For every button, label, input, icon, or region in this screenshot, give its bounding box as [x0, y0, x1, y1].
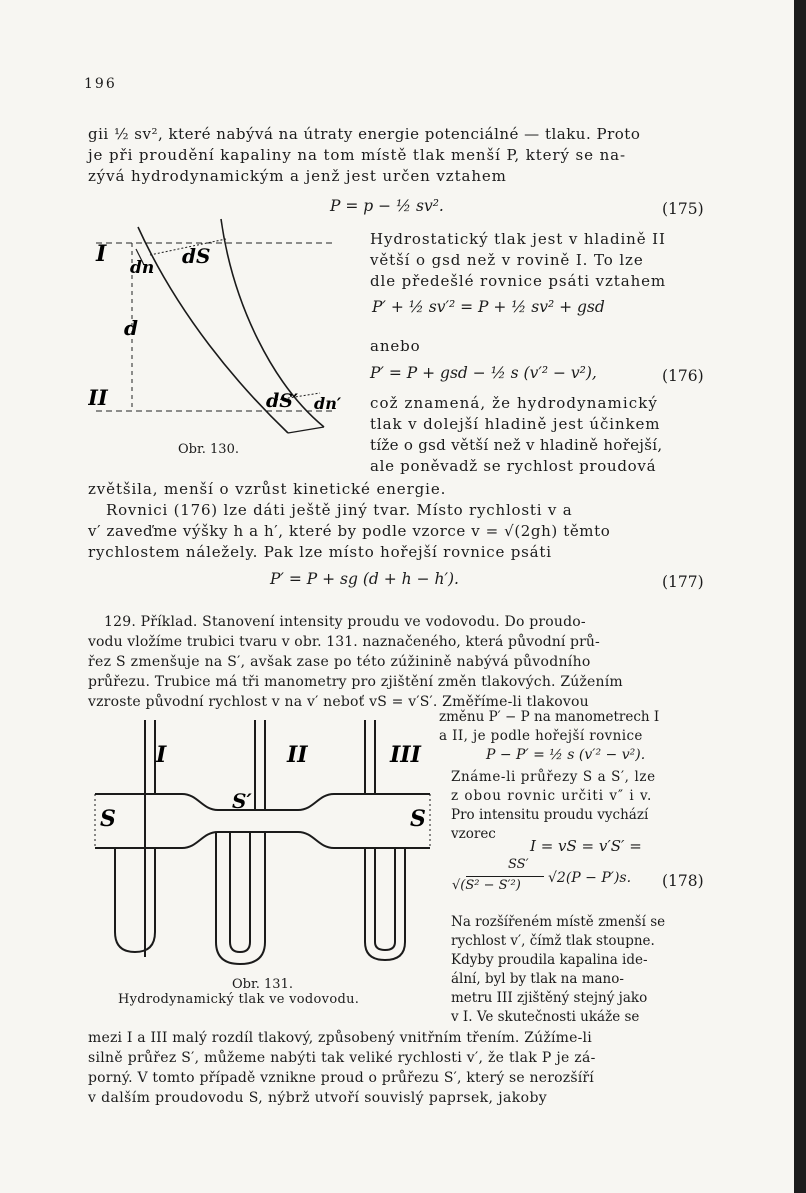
- fraction-bar: [466, 876, 544, 877]
- equation-number-177: (177): [662, 573, 704, 591]
- fig131-label-III: III: [390, 742, 421, 768]
- fig131-label-II: II: [287, 742, 308, 768]
- text-line: průřezu. Trubice má tři manometry pro zjištění změn tlakových. Zúžením: [88, 674, 623, 690]
- text-line: Pro intensitu proudu vychází: [451, 807, 649, 823]
- text-line: vodu vložíme trubici tvaru v obr. 131. naznačeného, která původní prů-: [88, 634, 600, 650]
- fig130-label-dS: dS: [182, 244, 211, 268]
- section-heading-line: 129. Příklad. Stanovení intensity proudu ve vodovodu. Do proudo-: [104, 614, 586, 630]
- fig131-label-S-prime: S′: [232, 789, 252, 813]
- text-line: Na rozšířeném místě zmenší se: [451, 914, 666, 930]
- text-line: tlak v dolejší hladině jest účinkem: [370, 415, 661, 433]
- equation-178-line1: I = vS = v′S′ =: [530, 837, 642, 855]
- text-line: zvětšila, menší o vzrůst kinetické energie.: [88, 480, 447, 498]
- equation-intermediate: P′ + ½ sv′² = P + ½ sv² + gsd: [372, 298, 605, 316]
- text-line: ální, byl by tlak na mano-: [451, 971, 624, 987]
- fig130-label-dS-prime: dS′: [266, 390, 299, 412]
- text-line: rychlost v′, čímž tlak stoupne.: [451, 933, 655, 949]
- fig131-caption: Obr. 131.: [232, 977, 293, 992]
- equation-pressure-difference: P − P′ = ½ s (v′² − v²).: [486, 747, 646, 763]
- fig130-label-d: d: [124, 316, 138, 340]
- text-line: vzorec: [451, 826, 496, 842]
- fig131-label-I: I: [156, 742, 167, 768]
- text-line: Rovnici (176) lze dáti ještě jiný tvar. Místo rychlosti v a: [106, 501, 573, 519]
- fig131-label-S-right: S: [410, 806, 426, 832]
- text-anebo: anebo: [370, 337, 421, 355]
- equation-178-denominator: √(S² − S′²): [452, 878, 521, 893]
- equation-number-176: (176): [662, 367, 704, 385]
- text-line: v′ zaveďme výšky h a h′, které by podle vzorce v = √(2gh) těmto: [88, 522, 611, 540]
- text-line: řez S zmenšuje na S′, avšak zase po této zúžinině nabývá původního: [88, 654, 591, 670]
- text-line: Kdyby proudila kapalina ide-: [451, 952, 648, 968]
- text-line: v I. Ve skutečnosti ukáže se: [451, 1009, 640, 1025]
- fig130-label-I: I: [96, 241, 107, 267]
- fig130-label-II: II: [88, 385, 108, 410]
- text-line: a II, je podle hořejší rovnice: [439, 728, 643, 744]
- fig130-label-dn-prime: dn′: [314, 394, 342, 413]
- text-line: tíže o gsd větší než v hladině hořejší,: [370, 436, 663, 454]
- text-line: z obou rovnic určiti v″ i v.: [451, 788, 653, 804]
- fig131-subcaption: Hydrodynamický tlak ve vodovodu.: [118, 992, 360, 1007]
- text-line: gii ½ sv², které nabývá na útraty energie potenciálné — tlaku. Proto: [88, 125, 641, 143]
- equation-number-178: (178): [662, 872, 704, 890]
- text-line: větší o gsd než v rovině I. To lze: [370, 251, 644, 269]
- equation-175: P = p − ½ sv².: [330, 197, 444, 215]
- text-line: změnu P′ − P na manometrech I: [439, 709, 660, 725]
- page-edge: [794, 0, 806, 1193]
- equation-176: P′ = P + gsd − ½ s (v′² − v²),: [370, 364, 597, 382]
- text-line: v dalším proudovodu S, nýbrž utvoří souvislý paprsek, jakoby: [88, 1090, 548, 1106]
- equation-178-root: √2(P − P′)s.: [548, 870, 632, 886]
- text-line: dle předešlé rovnice psáti vztahem: [370, 272, 667, 290]
- figure-130: [88, 215, 353, 440]
- fig130-label-dn: dn: [130, 258, 155, 278]
- text-line: rychlostem náležely. Pak lze místo hořejší rovnice psáti: [88, 543, 552, 561]
- text-line: ale poněvadž se rychlost proudová: [370, 457, 657, 475]
- text-line: je při proudění kapaliny na tom místě tlak menší P, který se na-: [88, 146, 626, 164]
- page-number: 196: [84, 76, 117, 92]
- equation-number-175: (175): [662, 200, 704, 218]
- text-line: porný. V tomto případě vznikne proud o průřezu S′, který se nerozšíří: [88, 1070, 594, 1086]
- equation-178-numerator: SS′: [508, 857, 529, 872]
- text-line: Hydrostatický tlak jest v hladině II: [370, 230, 666, 248]
- text-line: vzroste původní rychlost v na v′ neboť vS = v′S′. Změříme-li tlakovou: [88, 694, 589, 710]
- fig131-label-S-left: S: [100, 806, 116, 832]
- fig130-caption: Obr. 130.: [178, 442, 239, 457]
- text-line: metru III zjištěný stejný jako: [451, 990, 648, 1006]
- text-line: zývá hydrodynamickým a jenž jest určen vztahem: [88, 167, 507, 185]
- text-line: silně průřez S′, můžeme nabýti tak veliké rychlosti v′, že tlak P je zá-: [88, 1050, 596, 1066]
- text-line: mezi I a III malý rozdíl tlakový, způsobený vnitřním třením. Zúžíme-li: [88, 1030, 592, 1046]
- text-line: což znamená, že hydrodynamický: [370, 394, 658, 412]
- equation-177: P′ = P + sg (d + h − h′).: [270, 570, 459, 588]
- text-line: Známe-li průřezy S a S′, lze: [451, 769, 656, 785]
- figure-131: [90, 712, 435, 974]
